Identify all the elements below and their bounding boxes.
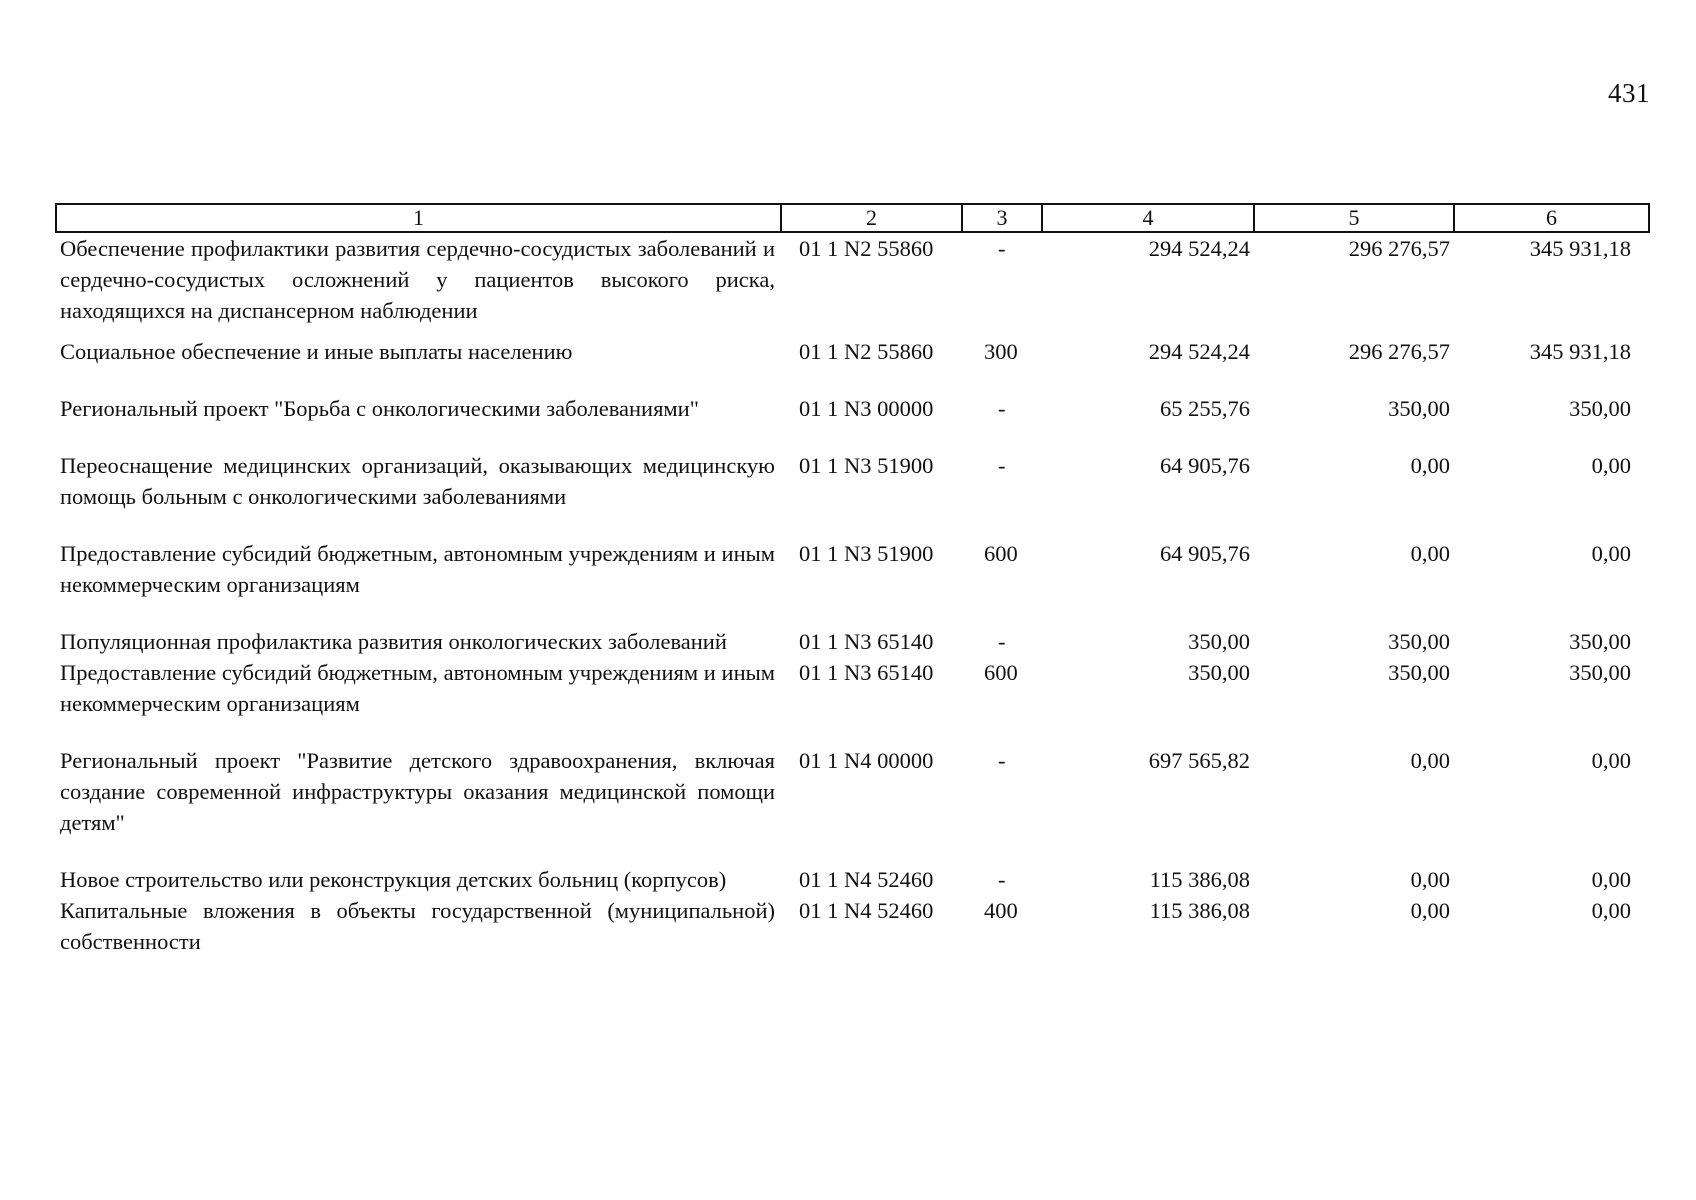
table-row: [56, 657, 1649, 745]
row-code: 01 1 N3 65140: [799, 629, 934, 654]
row-type: -: [998, 396, 1006, 421]
table-row: [56, 450, 1649, 538]
row-code: 01 1 N4 52460: [799, 898, 934, 923]
row-name: Региональный проект "Развитие детского здравоохранения, включая создание современной инфраструктуры оказания медицинской помощи детям": [60, 748, 775, 835]
row-type: 400: [984, 898, 1018, 923]
row-type: -: [998, 236, 1006, 261]
row-value-6: 350,00: [1569, 396, 1631, 421]
table-row: [56, 895, 1649, 957]
row-value-6: 350,00: [1569, 660, 1631, 685]
row-type: -: [998, 453, 1006, 478]
row-value-4: 64 905,76: [1160, 541, 1250, 566]
row-value-5: 0,00: [1410, 541, 1450, 566]
row-type: -: [998, 629, 1006, 654]
row-code: 01 1 N4 00000: [799, 748, 934, 773]
row-value-4: 64 905,76: [1160, 453, 1250, 478]
table-body: [56, 232, 1649, 957]
row-value-4: 294 524,24: [1148, 339, 1250, 364]
row-value-4: 350,00: [1188, 629, 1250, 654]
row-value-6: 345 931,18: [1529, 236, 1631, 261]
row-value-6: 0,00: [1591, 867, 1631, 892]
row-name: Переоснащение медицинских организаций, оказывающих медицинскую помощь больным с онкологическими заболеваниями: [60, 453, 775, 509]
row-value-5: 296 276,57: [1348, 339, 1450, 364]
row-name: Популяционная профилактика развития онкологических заболеваний: [60, 629, 727, 654]
table-row: [56, 745, 1649, 864]
header-col-4: 4: [1042, 204, 1254, 232]
budget-table: [55, 203, 1650, 957]
row-value-5: 0,00: [1410, 748, 1450, 773]
row-name: Предоставление субсидий бюджетным, автономным учреждениям и иным некоммерческим организациям: [60, 660, 775, 716]
row-code: 01 1 N4 52460: [799, 867, 934, 892]
page-number: 431: [1608, 78, 1650, 108]
row-code: 01 1 N3 00000: [799, 396, 934, 421]
row-value-5: 0,00: [1410, 867, 1450, 892]
row-value-5: 350,00: [1388, 396, 1450, 421]
table-row: [56, 626, 1649, 657]
row-code: 01 1 N3 65140: [799, 660, 934, 685]
row-value-6: 350,00: [1569, 629, 1631, 654]
row-value-6: 0,00: [1591, 748, 1631, 773]
row-value-5: 0,00: [1410, 898, 1450, 923]
table-row: [56, 538, 1649, 626]
table-row: [56, 232, 1649, 336]
row-name: Новое строительство или реконструкция детских больниц (корпусов): [60, 867, 727, 892]
row-code: 01 1 N3 51900: [799, 541, 934, 566]
row-name: Региональный проект "Борьба с онкологическими заболеваниями": [60, 396, 699, 421]
table-row: [56, 864, 1649, 895]
header-row: [56, 204, 1649, 232]
table-row: [56, 393, 1649, 450]
row-value-5: 296 276,57: [1348, 236, 1450, 261]
row-value-6: 345 931,18: [1529, 339, 1631, 364]
row-value-5: 350,00: [1388, 629, 1450, 654]
row-value-4: 697 565,82: [1148, 748, 1250, 773]
header-col-1: 1: [56, 204, 781, 232]
row-value-5: 0,00: [1410, 453, 1450, 478]
row-code: 01 1 N2 55860: [799, 339, 934, 364]
row-type: 600: [984, 541, 1018, 566]
row-type: 600: [984, 660, 1018, 685]
row-type: -: [998, 748, 1006, 773]
header-col-3: 3: [962, 204, 1042, 232]
row-value-6: 0,00: [1591, 898, 1631, 923]
row-value-4: 350,00: [1188, 660, 1250, 685]
row-value-4: 115 386,08: [1149, 898, 1250, 923]
row-type: 300: [984, 339, 1018, 364]
row-name: Предоставление субсидий бюджетным, автономным учреждениям и иным некоммерческим организациям: [60, 541, 775, 597]
row-value-6: 0,00: [1591, 541, 1631, 566]
row-name: Социальное обеспечение и иные выплаты населению: [60, 339, 573, 364]
table-row: [56, 336, 1649, 393]
header-col-6: 6: [1454, 204, 1649, 232]
row-value-5: 350,00: [1388, 660, 1450, 685]
row-value-4: 115 386,08: [1149, 867, 1250, 892]
table-header: [56, 204, 1649, 232]
row-name: Капитальные вложения в объекты государственной (муниципальной) собственности: [60, 898, 775, 954]
row-value-4: 65 255,76: [1160, 396, 1250, 421]
row-value-4: 294 524,24: [1148, 236, 1250, 261]
row-type: -: [998, 867, 1006, 892]
header-col-5: 5: [1254, 204, 1454, 232]
row-value-6: 0,00: [1591, 453, 1631, 478]
row-code: 01 1 N3 51900: [799, 453, 934, 478]
row-code: 01 1 N2 55860: [799, 236, 934, 261]
header-col-2: 2: [781, 204, 962, 232]
row-name: Обеспечение профилактики развития сердечно-сосудистых заболеваний и сердечно-сосудистых осложнений у пациентов высокого риска, находящихся на диспансерном наблюдении: [60, 236, 775, 323]
